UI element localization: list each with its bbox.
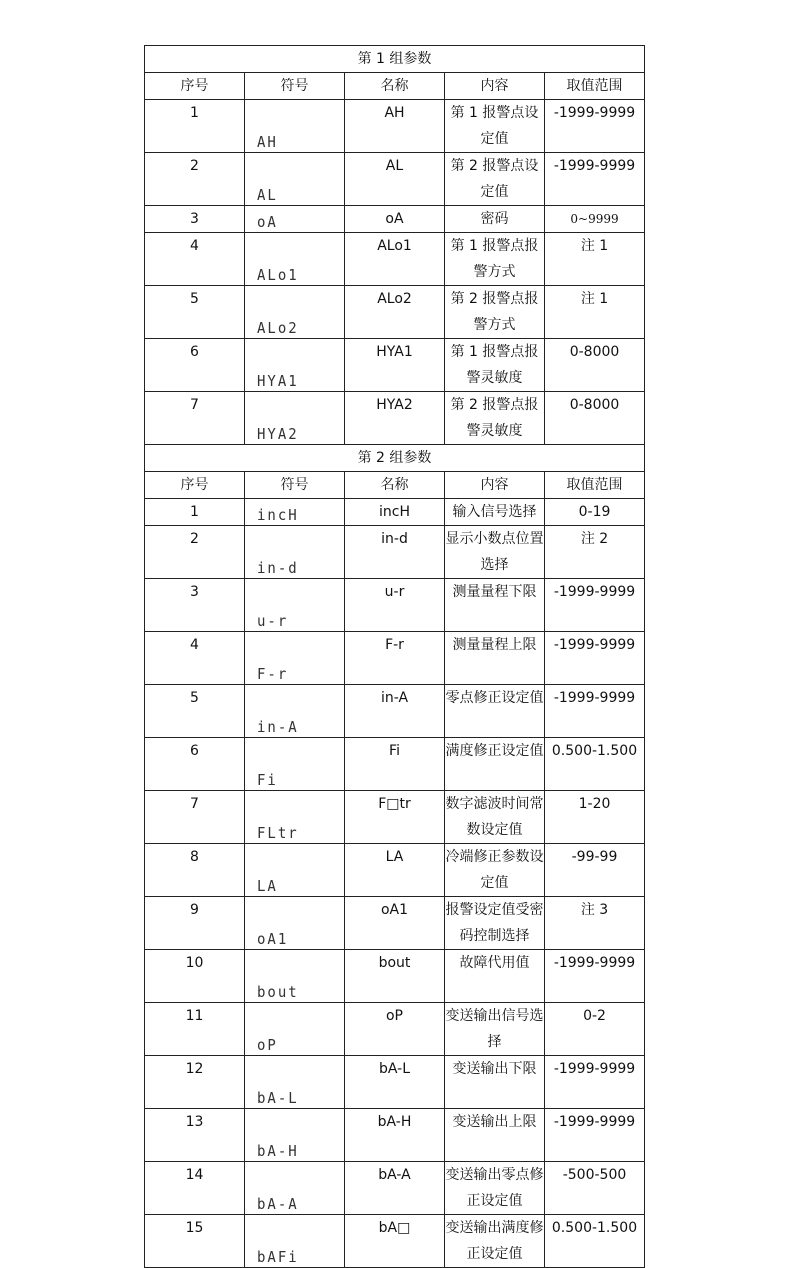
row-name: AL	[385, 158, 404, 174]
seven-segment-symbol: LA	[257, 878, 278, 896]
row-range: 注 2	[580, 531, 609, 547]
row-name: oA	[385, 211, 404, 227]
row-number: 1	[145, 100, 245, 153]
row-name-cell	[345, 206, 445, 233]
row-symbol-cell	[245, 153, 345, 206]
row-symbol-cell	[245, 526, 345, 579]
row-name: bA-H	[377, 1114, 412, 1130]
seven-segment-symbol: bout	[257, 984, 299, 1002]
row-name-cell	[345, 339, 445, 392]
row-symbol-cell	[245, 1162, 345, 1215]
row-symbol-cell	[245, 339, 345, 392]
row-symbol-cell	[245, 685, 345, 738]
row-range: 注 3	[580, 902, 609, 918]
row-symbol-cell	[245, 1215, 345, 1268]
row-name: F□tr	[378, 796, 411, 812]
table-row	[145, 286, 645, 339]
row-content: 密码	[445, 206, 545, 233]
row-number: 4	[145, 233, 245, 286]
row-range-cell	[545, 632, 645, 685]
row-name: HYA2	[376, 397, 413, 413]
table-row	[145, 153, 645, 206]
group2-header-content: 内容	[445, 472, 545, 499]
row-symbol-cell	[245, 1109, 345, 1162]
row-name-cell	[345, 1003, 445, 1056]
row-symbol-cell	[245, 579, 345, 632]
group1-header-range: 取值范围	[545, 73, 645, 100]
table-row	[145, 844, 645, 897]
row-content: 冷端修正参数设定值	[445, 844, 545, 897]
row-range: -1999-9999	[553, 105, 636, 121]
row-range-cell	[545, 1056, 645, 1109]
table-row	[145, 526, 645, 579]
group1-header-content: 内容	[445, 73, 545, 100]
row-number: 1	[145, 499, 245, 526]
row-name-cell	[345, 791, 445, 844]
row-name: LA	[385, 849, 404, 865]
row-range-cell	[545, 579, 645, 632]
row-name-cell	[345, 738, 445, 791]
row-number: 7	[145, 392, 245, 445]
seven-segment-symbol: bA-H	[257, 1143, 299, 1161]
row-symbol-cell	[245, 844, 345, 897]
row-range-cell	[545, 1162, 645, 1215]
seven-segment-symbol: F-r	[257, 666, 289, 684]
table-row	[145, 100, 645, 153]
row-name-cell	[345, 1162, 445, 1215]
row-number: 10	[145, 950, 245, 1003]
row-number: 6	[145, 738, 245, 791]
table-row	[145, 579, 645, 632]
row-range-cell	[545, 685, 645, 738]
table-row	[145, 1109, 645, 1162]
row-range: 0~9999	[570, 212, 619, 226]
group2-header-sym: 符号	[245, 472, 345, 499]
row-number: 6	[145, 339, 245, 392]
row-name-cell	[345, 499, 445, 526]
row-range-cell	[545, 526, 645, 579]
row-content: 第 1 报警点报警灵敏度	[445, 339, 545, 392]
row-name-cell	[345, 579, 445, 632]
row-range-cell	[545, 738, 645, 791]
group1-header-name: 名称	[345, 73, 445, 100]
row-range-cell	[545, 897, 645, 950]
row-content: 零点修正设定值	[445, 685, 545, 738]
row-name: u-r	[384, 584, 405, 600]
row-range: 0-8000	[569, 344, 620, 360]
row-range-cell	[545, 791, 645, 844]
table-row	[145, 206, 645, 233]
row-content: 输入信号选择	[445, 499, 545, 526]
seven-segment-symbol: ALo2	[257, 320, 299, 338]
row-symbol-cell	[245, 738, 345, 791]
row-name: ALo1	[377, 238, 412, 254]
row-number: 14	[145, 1162, 245, 1215]
row-range: 1-20	[578, 796, 611, 812]
table-row	[145, 1162, 645, 1215]
row-range-cell	[545, 392, 645, 445]
seven-segment-symbol: oA	[257, 214, 278, 232]
row-name: HYA1	[376, 344, 413, 360]
row-range-cell	[545, 844, 645, 897]
row-range-cell	[545, 1109, 645, 1162]
row-name: AH	[384, 105, 405, 121]
row-range-cell	[545, 153, 645, 206]
row-name: ALo2	[377, 291, 412, 307]
row-range-cell	[545, 100, 645, 153]
seven-segment-symbol: ALo1	[257, 267, 299, 285]
row-name: Fi	[389, 743, 400, 759]
row-range: -1999-9999	[553, 955, 636, 971]
row-number: 2	[145, 153, 245, 206]
row-number: 11	[145, 1003, 245, 1056]
table-row	[145, 233, 645, 286]
row-range: 注 1	[580, 238, 609, 254]
row-name-cell	[345, 844, 445, 897]
row-number: 9	[145, 897, 245, 950]
row-number: 5	[145, 286, 245, 339]
row-name: oP	[385, 1008, 403, 1024]
table-row	[145, 392, 645, 445]
row-content: 第 1 报警点报警方式	[445, 233, 545, 286]
seven-segment-symbol: bA-L	[257, 1090, 299, 1108]
row-number: 8	[145, 844, 245, 897]
group2-header-name: 名称	[345, 472, 445, 499]
row-name-cell	[345, 897, 445, 950]
row-name: in-d	[381, 531, 408, 547]
row-range: -1999-9999	[553, 584, 636, 600]
row-name-cell	[345, 392, 445, 445]
table-row	[145, 339, 645, 392]
row-range-cell	[545, 206, 645, 233]
row-name-cell	[345, 233, 445, 286]
row-symbol-cell	[245, 897, 345, 950]
row-range: 0-19	[578, 504, 611, 520]
row-number: 4	[145, 632, 245, 685]
row-content: 测量量程下限	[445, 579, 545, 632]
row-content: 变送输出信号选择	[445, 1003, 545, 1056]
table-row	[145, 791, 645, 844]
seven-segment-symbol: HYA1	[257, 373, 299, 391]
row-number: 7	[145, 791, 245, 844]
row-content: 第 2 报警点报警灵敏度	[445, 392, 545, 445]
row-symbol-cell	[245, 206, 345, 233]
seven-segment-symbol: FLtr	[257, 825, 299, 843]
row-content: 变送输出上限	[445, 1109, 545, 1162]
row-number: 3	[145, 206, 245, 233]
row-name: bA□	[378, 1220, 411, 1236]
row-name-cell	[345, 286, 445, 339]
row-number: 13	[145, 1109, 245, 1162]
row-name: oA1	[380, 902, 409, 918]
row-name: F-r	[385, 637, 404, 653]
seven-segment-symbol: HYA2	[257, 426, 299, 444]
row-content: 满度修正设定值	[445, 738, 545, 791]
row-number: 3	[145, 579, 245, 632]
row-symbol-cell	[245, 950, 345, 1003]
row-name: bA-L	[378, 1061, 410, 1077]
row-range: 0-2	[583, 1008, 606, 1024]
row-name-cell	[345, 632, 445, 685]
group2-title: 第 2 组参数	[145, 445, 645, 472]
table-row	[145, 632, 645, 685]
row-number: 2	[145, 526, 245, 579]
row-name-cell	[345, 153, 445, 206]
row-symbol-cell	[245, 286, 345, 339]
row-content: 故障代用值	[445, 950, 545, 1003]
row-range-cell	[545, 339, 645, 392]
row-range: 注 1	[580, 291, 609, 307]
row-name-cell	[345, 685, 445, 738]
row-range: -1999-9999	[553, 1114, 636, 1130]
row-symbol-cell	[245, 392, 345, 445]
row-content: 报警设定值受密码控制选择	[445, 897, 545, 950]
row-range-cell	[545, 1003, 645, 1056]
row-content: 第 2 报警点报警方式	[445, 286, 545, 339]
row-number: 12	[145, 1056, 245, 1109]
row-content: 显示小数点位置选择	[445, 526, 545, 579]
seven-segment-symbol: oP	[257, 1037, 278, 1055]
row-range: -500-500	[562, 1167, 627, 1183]
table-row	[145, 897, 645, 950]
table-row	[145, 1056, 645, 1109]
row-symbol-cell	[245, 233, 345, 286]
table-row	[145, 685, 645, 738]
row-number: 15	[145, 1215, 245, 1268]
row-range: 0.500-1.500	[551, 1220, 638, 1236]
group1-title: 第 1 组参数	[145, 46, 645, 73]
row-range-cell	[545, 499, 645, 526]
table-row	[145, 738, 645, 791]
seven-segment-symbol: Fi	[257, 772, 278, 790]
parameter-table	[144, 45, 645, 1268]
row-content: 数字滤波时间常数设定值	[445, 791, 545, 844]
row-range: 0-8000	[569, 397, 620, 413]
row-range: 0.500-1.500	[551, 743, 638, 759]
row-range: -1999-9999	[553, 690, 636, 706]
row-range: -1999-9999	[553, 637, 636, 653]
row-name-cell	[345, 1215, 445, 1268]
seven-segment-symbol: u-r	[257, 613, 289, 631]
row-name-cell	[345, 1109, 445, 1162]
row-symbol-cell	[245, 499, 345, 526]
row-name-cell	[345, 1056, 445, 1109]
row-name-cell	[345, 526, 445, 579]
row-name: bA-A	[378, 1167, 411, 1183]
seven-segment-symbol: AH	[257, 134, 278, 152]
row-content: 变送输出零点修正设定值	[445, 1162, 545, 1215]
table-row	[145, 499, 645, 526]
row-number: 5	[145, 685, 245, 738]
row-range: -99-99	[571, 849, 618, 865]
group1-header-no: 序号	[145, 73, 245, 100]
row-name: in-A	[380, 690, 409, 706]
table-row	[145, 1003, 645, 1056]
row-range-cell	[545, 950, 645, 1003]
row-content: 变送输出满度修正设定值	[445, 1215, 545, 1268]
row-content: 测量量程上限	[445, 632, 545, 685]
seven-segment-symbol: bAFi	[257, 1249, 299, 1267]
row-range-cell	[545, 1215, 645, 1268]
row-symbol-cell	[245, 1003, 345, 1056]
row-name: incH	[379, 504, 410, 520]
row-range-cell	[545, 233, 645, 286]
row-name: bout	[378, 955, 411, 971]
seven-segment-symbol: oA1	[257, 931, 289, 949]
seven-segment-symbol: in-d	[257, 560, 299, 578]
group2-header-no: 序号	[145, 472, 245, 499]
row-symbol-cell	[245, 100, 345, 153]
seven-segment-symbol: incH	[257, 507, 299, 525]
row-range: -1999-9999	[553, 158, 636, 174]
row-symbol-cell	[245, 632, 345, 685]
seven-segment-symbol: bA-A	[257, 1196, 299, 1214]
row-range-cell	[545, 286, 645, 339]
row-name-cell	[345, 950, 445, 1003]
row-symbol-cell	[245, 1056, 345, 1109]
table-row	[145, 950, 645, 1003]
row-content: 第 1 报警点设定值	[445, 100, 545, 153]
group1-header-sym: 符号	[245, 73, 345, 100]
seven-segment-symbol: in-A	[257, 719, 299, 737]
group2-header-range: 取值范围	[545, 472, 645, 499]
table-row	[145, 1215, 645, 1268]
row-name-cell	[345, 100, 445, 153]
row-range: -1999-9999	[553, 1061, 636, 1077]
row-content: 变送输出下限	[445, 1056, 545, 1109]
row-symbol-cell	[245, 791, 345, 844]
seven-segment-symbol: AL	[257, 187, 278, 205]
row-content: 第 2 报警点设定值	[445, 153, 545, 206]
